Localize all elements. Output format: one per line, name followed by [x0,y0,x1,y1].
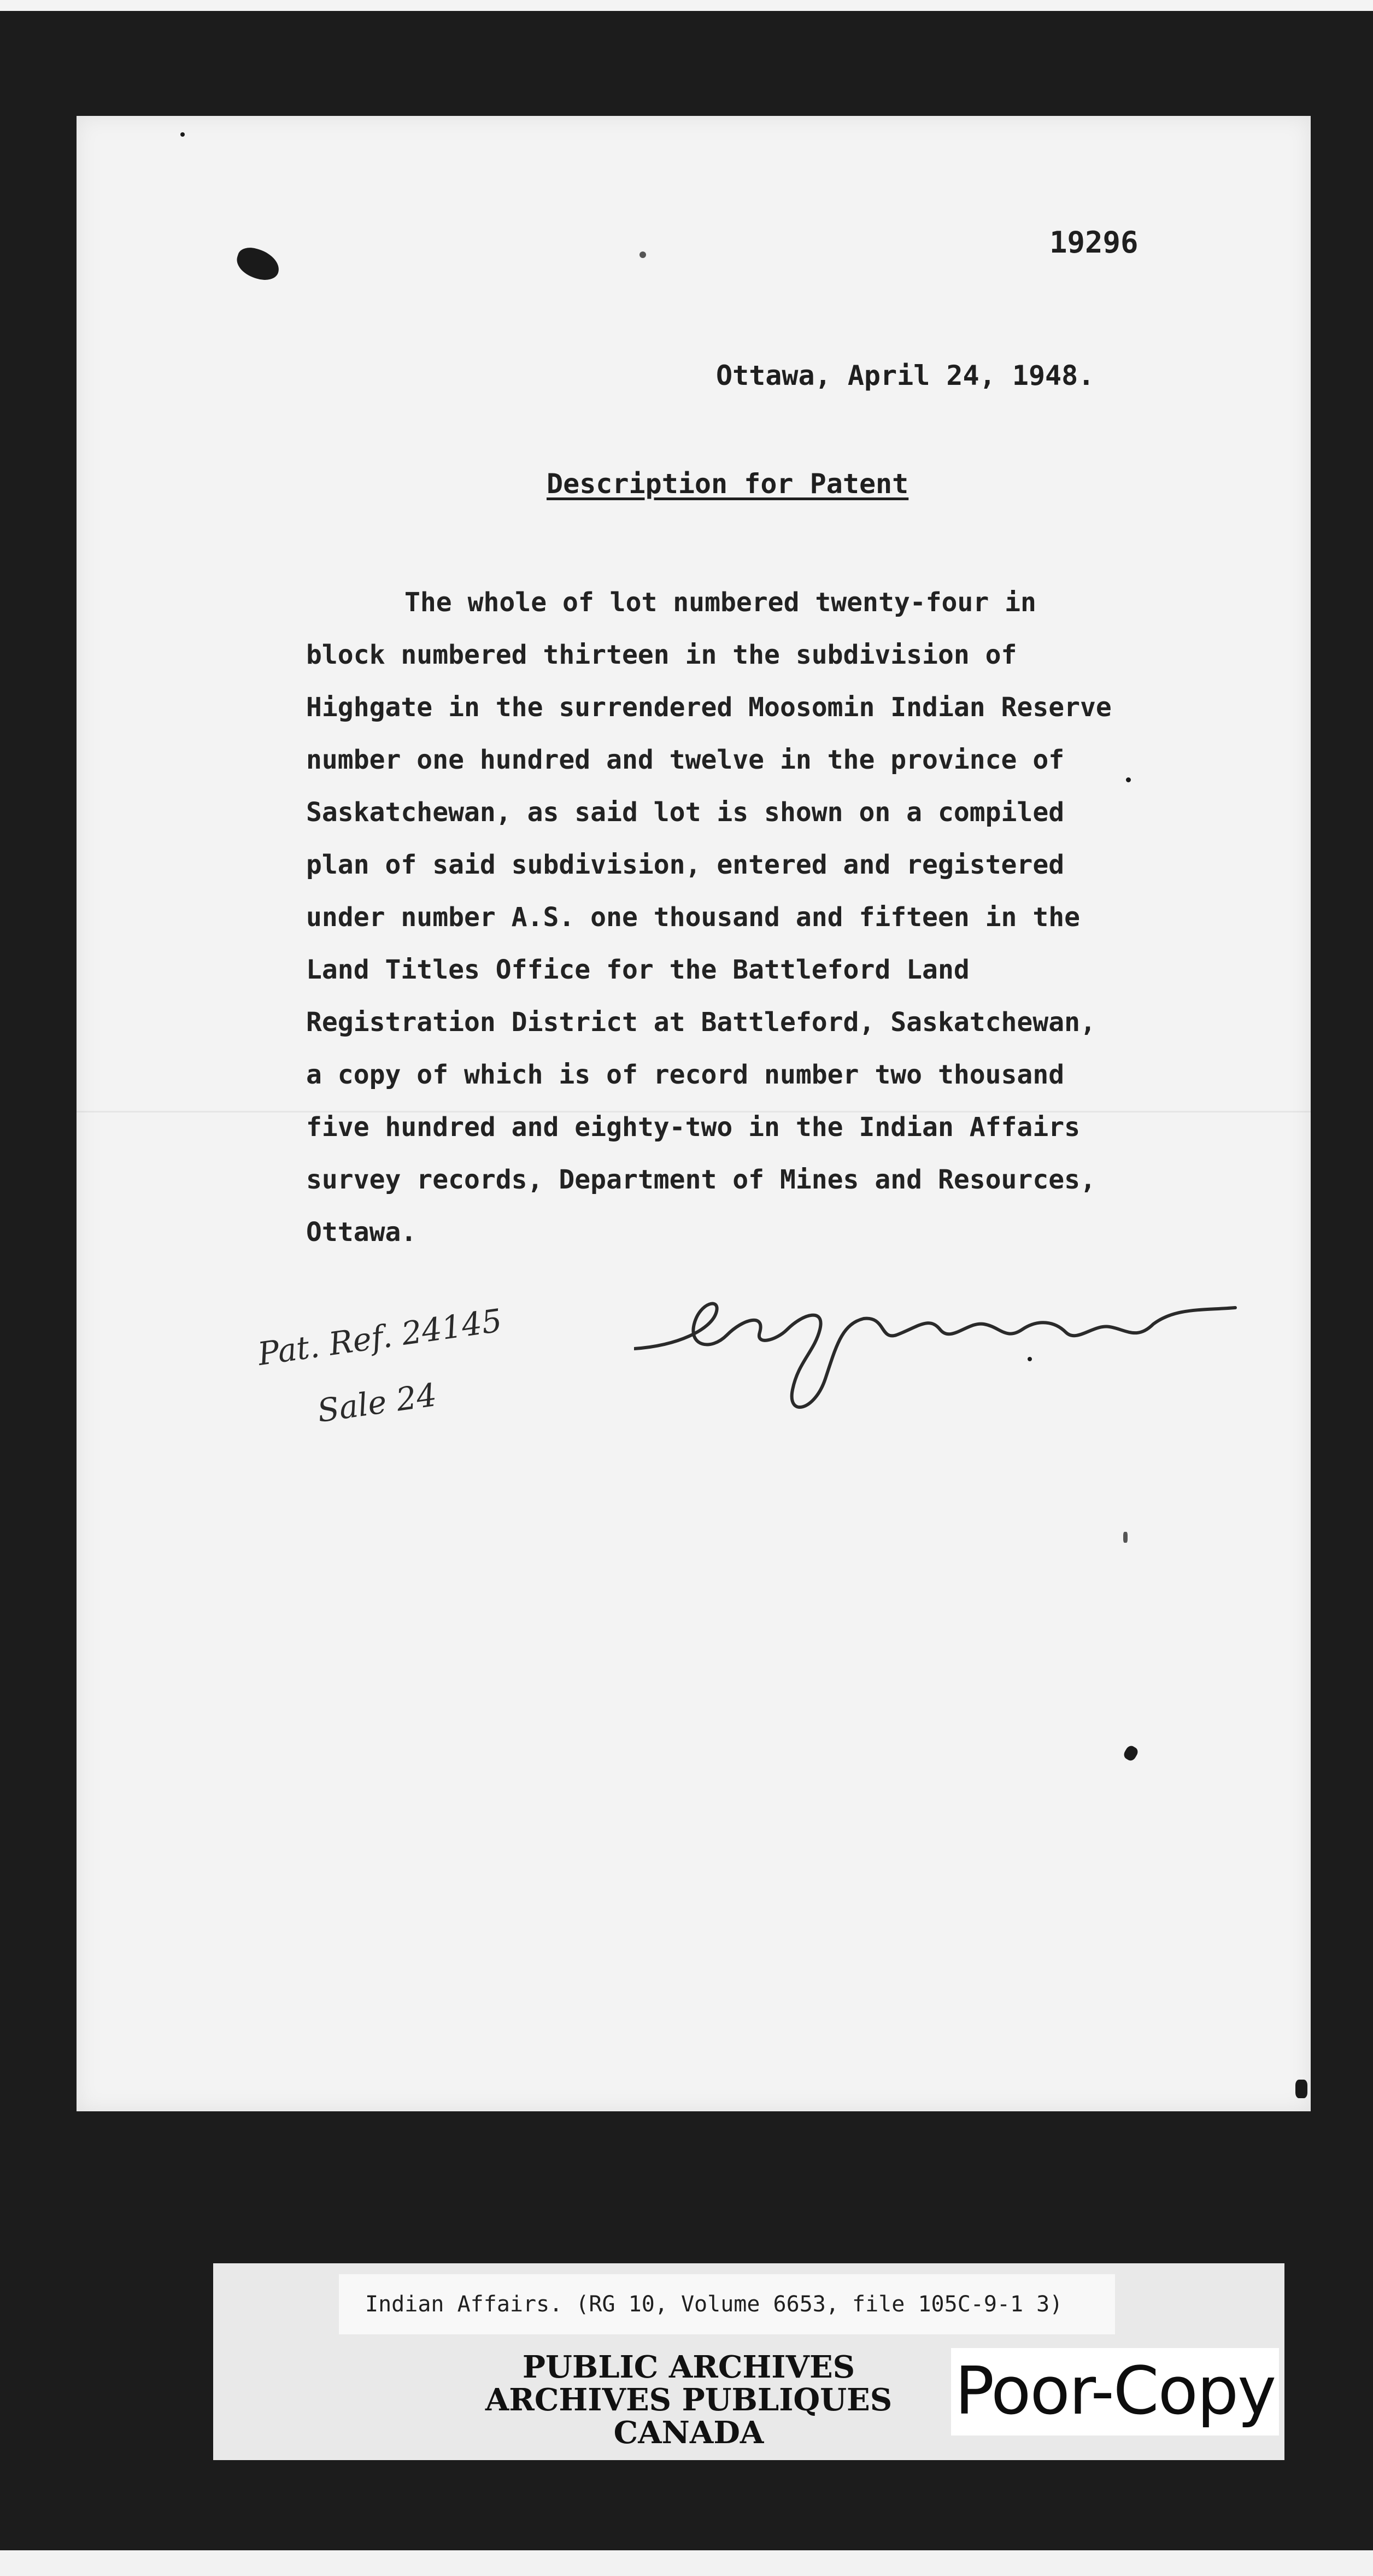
archives-stamp [432,2351,946,2449]
body-line: Registration District at Battleford, Saskatchewan, [306,1007,1096,1038]
archives-line: PUBLIC ARCHIVES [522,2349,855,2385]
dust-speck [180,132,185,137]
signature [634,1269,1312,1433]
document-body [306,576,1235,1258]
body-line: number one hundred and twelve in the province of [306,745,1065,775]
document-page [77,116,1311,2111]
signature-stroke [634,1304,1235,1407]
body-line: Highgate in the surrendered Moosomin Indian Reserve [306,692,1112,723]
body-line: survey records, Department of Mines and Resources, [306,1164,1096,1195]
body-line: Saskatchewan, as said lot is shown on a compiled [306,797,1065,828]
film-edge-top [0,0,1373,11]
document-title: Description for Patent [547,468,909,500]
poor-copy-stamp: Poor-Copy [951,2348,1279,2436]
dust-speck [1295,2080,1307,2098]
body-line: five hundred and eighty-two in the Indian Affairs [306,1112,1081,1143]
dust-speck [1122,1744,1140,1763]
archives-line: ARCHIVES PUBLIQUES [485,2382,893,2418]
source-strip [339,2274,1115,2334]
archives-line: CANADA [613,2415,764,2451]
body-line: block numbered thirteen in the subdivision of [306,640,1017,670]
dust-speck [639,251,646,258]
ink-blot [233,244,283,284]
body-line: Ottawa. [306,1217,417,1248]
body-line: plan of said subdivision, entered and registered [306,850,1065,880]
body-line: under number A.S. one thousand and fifteen in the [306,902,1081,933]
body-line: Land Titles Office for the Battleford Land [306,955,970,985]
body-line: a copy of which is of record number two thousand [306,1059,1065,1090]
document-number: 19296 [1049,225,1139,260]
film-edge-bottom [0,2550,1373,2576]
dust-speck [1123,1532,1128,1543]
handwritten-sale: Sale 24 [315,1376,439,1430]
archive-source-citation: Indian Affairs. (RG 10, Volume 6653, file 105C-9-1 3) [365,2292,1063,2317]
handwritten-reference: Pat. Ref. 24145 [255,1302,504,1373]
archive-label [213,2263,1284,2460]
body-line: The whole of lot numbered twenty-four in [404,587,1036,618]
date-line: Ottawa, April 24, 1948. [716,360,1095,391]
